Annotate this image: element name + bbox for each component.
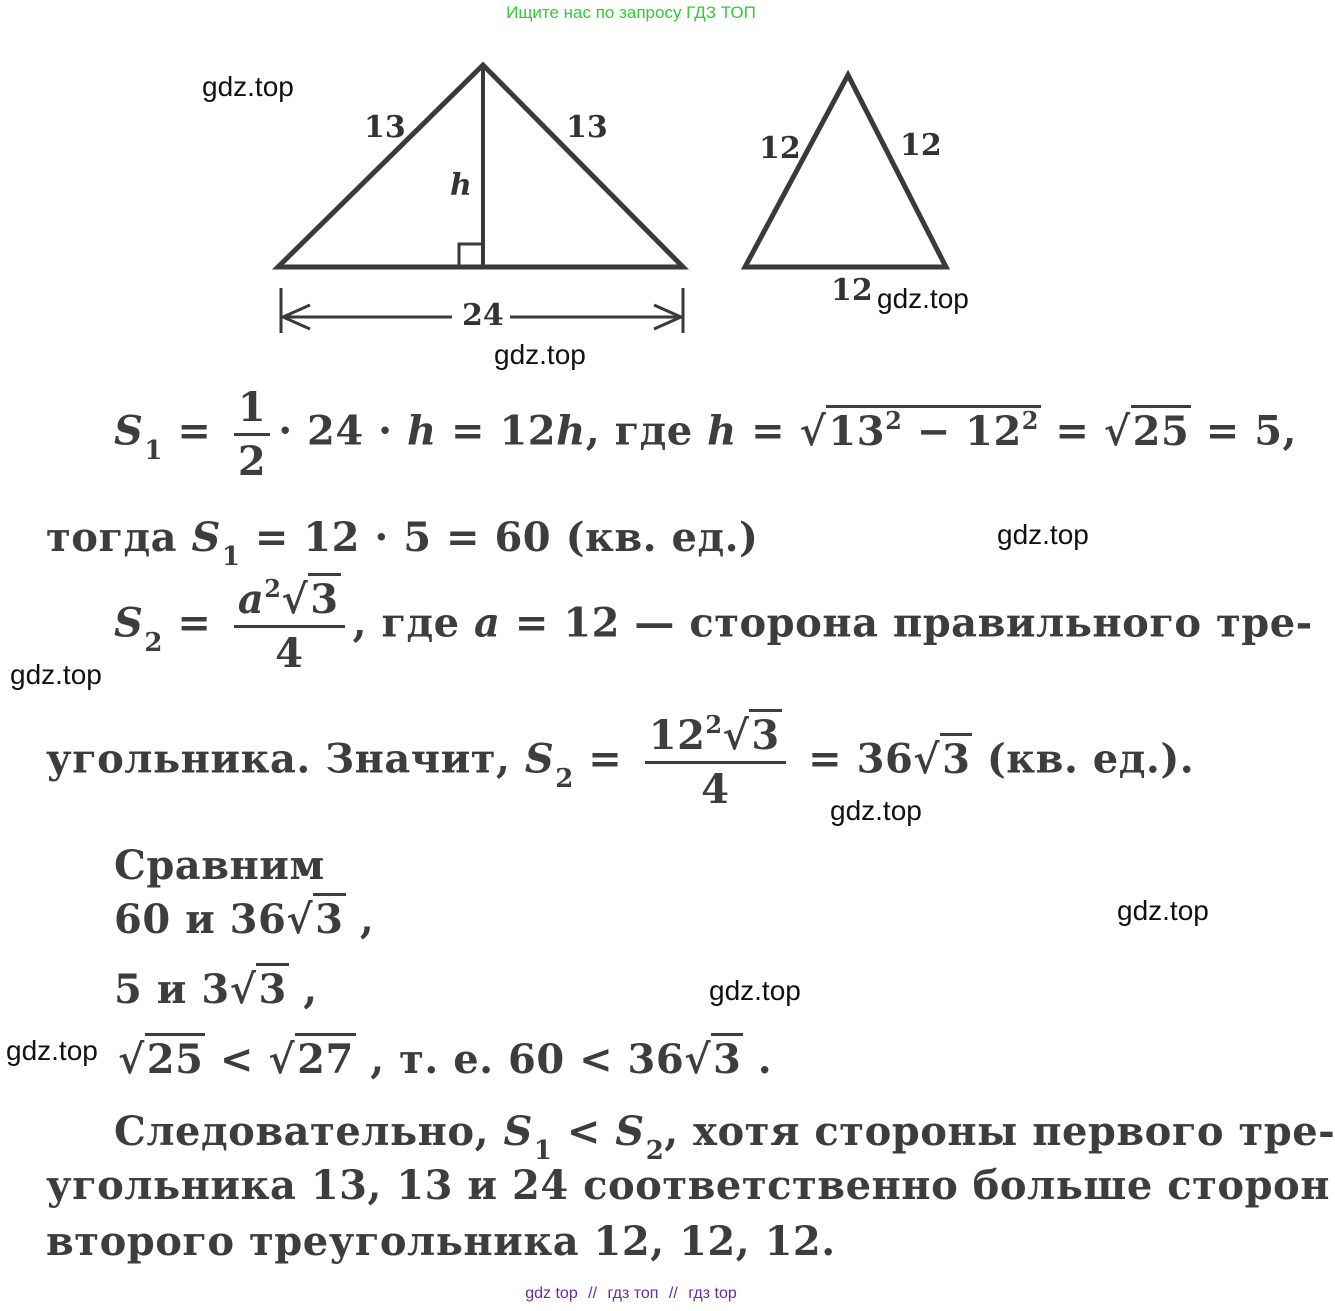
tri1-base-label: 24 [462,298,504,333]
right-angle-mark [459,244,483,267]
watermark: gdz.top [1117,895,1209,926]
tri1-left-side-label: 13 [364,110,406,145]
footer-separator: // [588,1285,598,1302]
watermark: gdz.top [202,71,294,102]
compare-heading: Сравним [114,842,325,889]
tri1-right-side-label: 13 [566,110,608,145]
equilateral-triangle-outline [745,75,946,267]
isosceles-triangle-outline [278,65,683,267]
footer-link-gdz-top-ru[interactable]: гдз топ [607,1285,659,1302]
compare-line-1: 60 и 36√3 , [114,896,374,943]
formula-s2-result: угольника. Значит, $S_2$ = $\frac{12^2√3}{4}$ = 36√3 (кв. ед.). [46,710,1195,813]
formula-s1: $S_1$ = $\frac{1}{2}$ · 24 · h = 12h, где $h = √13^2 - 12^2 = √25 = 5$, [114,384,1297,485]
conclusion-line-3: второго треугольника 12, 12, 12. [46,1218,836,1265]
footer-link-gdz-top-mixed[interactable]: гдз top [688,1285,737,1302]
tri1-height-label: h [450,168,472,203]
watermark: gdz.top [997,519,1089,550]
tri2-right-side-label: 12 [900,128,942,163]
watermark: gdz.top [877,283,969,314]
formula-s1-result: тогда $S_1 = 12 \cdot 5 = 60$ (кв. ед.) [46,514,759,572]
formula-s2: $S_2$ = $\frac{a^2√3}{4}$ , где a = 12 — сторона правильного тре- [114,574,1313,677]
watermark: gdz.top [830,795,922,826]
compare-line-2: 5 и 3√3 , [114,966,318,1013]
watermark: gdz.top [10,659,102,690]
footer-separator: // [668,1285,678,1302]
conclusion-line-1: Следовательно, $S_1 < S_2$, хотя стороны первого тре- [114,1108,1335,1166]
isosceles-triangle [278,65,683,267]
top-banner: Ищите нас по запросу ГДЗ ТОП [506,3,756,22]
compare-line-3: √25 < √27 , т. е. 60 < 36√3 . [118,1036,772,1083]
conclusion-line-2: угольника 13, 13 и 24 соответственно больше сторон [46,1162,1331,1209]
watermark: gdz.top [494,339,586,370]
equilateral-triangle [745,75,946,267]
tri2-left-side-label: 12 [759,131,801,166]
footer-links [0,1285,1262,1303]
footer-link-gdz-top[interactable]: gdz top [525,1285,578,1302]
watermark: gdz.top [6,1035,98,1066]
watermark: gdz.top [709,975,801,1006]
triangles-figure [0,0,1262,360]
tri2-base-label: 12 [831,273,873,308]
